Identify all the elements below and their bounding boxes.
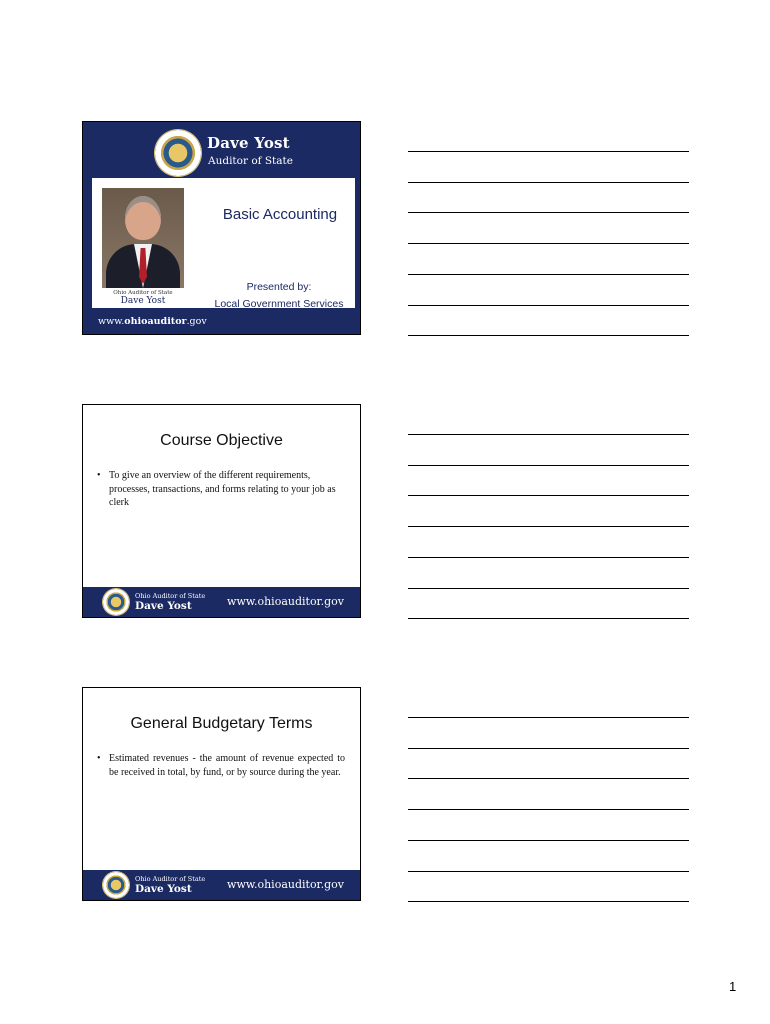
note-line — [408, 618, 689, 619]
note-line — [408, 717, 689, 718]
presenter-name: Local Government Services — [214, 298, 344, 310]
note-line — [408, 748, 689, 749]
note-line — [408, 901, 689, 902]
slide-title: Basic Accounting — [222, 206, 338, 223]
note-line — [408, 243, 689, 244]
slide-header — [83, 122, 360, 178]
note-line — [408, 182, 689, 183]
note-line — [408, 434, 689, 435]
bullet-text: Estimated revenues - the amount of revenue expected to be received in total, by fund, or by source during the year. — [109, 753, 345, 778]
note-line — [408, 305, 689, 306]
footer-url: www.ohioauditor.gov — [227, 878, 344, 891]
note-line — [408, 588, 689, 589]
slide-general-budgetary-terms — [82, 687, 361, 901]
note-line — [408, 212, 689, 213]
website-url — [98, 316, 207, 327]
footer-name: Dave Yost — [135, 883, 192, 895]
note-line — [408, 465, 689, 466]
photo-caption-small: Ohio Auditor of State — [113, 290, 173, 296]
footer-small-text: Ohio Auditor of State — [135, 875, 206, 883]
footer-name: Dave Yost — [135, 600, 192, 612]
slide-course-objective — [82, 404, 361, 618]
slide-footer — [83, 587, 360, 617]
slide-footer — [83, 870, 360, 900]
ohio-seal-icon — [155, 130, 201, 176]
bullet-item — [97, 469, 345, 510]
photo-caption-name: Dave Yost — [120, 296, 166, 306]
note-line — [408, 495, 689, 496]
bullet-glyph: • — [97, 470, 101, 481]
bullet-item — [97, 752, 345, 779]
title-panel — [92, 178, 355, 308]
note-line — [408, 151, 689, 152]
note-line — [408, 840, 689, 841]
note-line — [408, 557, 689, 558]
page-number: 1 — [729, 979, 737, 994]
bullet-glyph: • — [97, 753, 101, 764]
note-line — [408, 274, 689, 275]
portrait-photo — [102, 188, 184, 288]
header-subtitle: Auditor of State — [208, 155, 293, 167]
note-line — [408, 778, 689, 779]
url-prefix: www. — [98, 316, 125, 327]
note-line — [408, 526, 689, 527]
slide-title: General Budgetary Terms — [130, 715, 313, 732]
note-line — [408, 871, 689, 872]
slide-title: Course Objective — [160, 432, 283, 449]
header-name: Dave Yost — [207, 134, 290, 152]
note-line — [408, 335, 689, 336]
footer-url: www.ohioauditor.gov — [227, 595, 344, 608]
footer-small-text: Ohio Auditor of State — [135, 592, 206, 600]
note-line — [408, 809, 689, 810]
url-domain: ohioauditor — [124, 316, 187, 327]
presented-by-label: Presented by: — [246, 281, 312, 293]
url-suffix: .gov — [186, 316, 207, 327]
ohio-seal-icon — [103, 589, 129, 615]
ohio-seal-icon — [103, 872, 129, 898]
slide-title-basic-accounting — [82, 121, 361, 335]
bullet-text: To give an overview of the different requirements, processes, transactions, and forms relating to your job as clerk — [109, 470, 336, 508]
